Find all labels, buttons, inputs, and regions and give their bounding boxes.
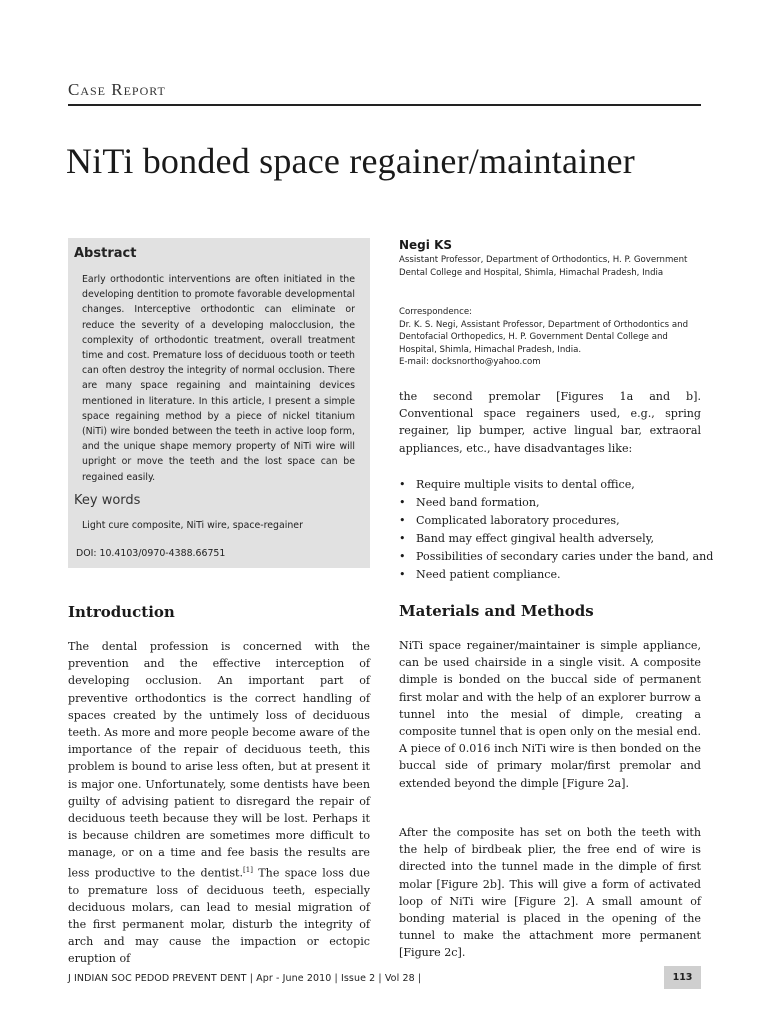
methods-paragraph-1: NiTi space regainer/maintainer is simple appliance, can be used chairside in a single visit. A composite dimple is bonded on the buccal side of permanent first molar and with the help of an explorer burrow a tunnel into the mesial of dimple, creating a composite tunnel that is open only on the mesial end. A piece of 0.016 inch NiTi wire is then bonded on the buccal side of primary molar/first premolar and extended beyond the dimple [Figure 2a]. [399, 639, 701, 790]
list-item: • Possibilities of secondary caries under the band, and [399, 548, 701, 566]
introduction-paragraph [68, 638, 370, 968]
page-number: 113 [664, 966, 701, 989]
doi-text: DOI: 10.4103/0970-4388.66751 [76, 548, 226, 559]
list-item: • Need patient compliance. [399, 566, 701, 584]
list-item: • Band may effect gingival health adversely, [399, 530, 701, 548]
article-title: NiTi bonded space regainer/maintainer [66, 141, 635, 181]
header-rule [68, 104, 701, 106]
reference-marker[interactable]: [1] [243, 865, 253, 874]
author-name: Negi KS [399, 238, 453, 252]
journal-footer: J INDIAN SOC PEDOD PREVENT DENT | Apr - June 2010 | Issue 2 | Vol 28 | [68, 973, 422, 984]
list-item: • Need band formation, [399, 494, 701, 512]
introduction-text-a: The dental profession is concerned with the prevention and the effective interception of developing occlusion. An important part of preventive orthodontics is the correct handling of spaces created by the untimely loss of deciduous teeth. As more and more people become aware of the importance of the repair of deciduous teeth, this problem is bound to arise less often, but at present it is major one. Unfortunately, some dentists have been guilty of advising patient to disregard the repair of deciduous teeth because they will be lost. Perhaps it is because children are sometimes more difficult to manage, or on a time and fee basis the results are less productive to the dentist. [68, 640, 370, 880]
correspondence-address: Dr. K. S. Negi, Assistant Professor, Department of Orthodontics and Dentofacial Orthopedics, H. P. Government Dental College and Hospital, Shimla, Himachal Pradesh, India. [399, 319, 689, 355]
introduction-text-b: The space loss due to premature loss of deciduous teeth, especially deciduous molars, can lead to mesial migration of the first permanent molar, disturb the integrity of arch and may cause the impaction or ectopic eruption of [68, 866, 370, 966]
methods-heading: Materials and Methods [399, 602, 594, 620]
introduction-heading: Introduction [68, 603, 175, 621]
continuation-paragraph: the second premolar [Figures 1a and b]. Conventional space regainers used, e.g., spring regainer, lip bumper, active lingual bar, extraoral appliances, etc., have disadvantages like: [399, 390, 701, 455]
abstract-text: Early orthodontic interventions are often initiated in the developing dentition to promote favorable developmental changes. Interceptive orthodontic can eliminate or reduce the severity of a developing malocclusion, the complexity of orthodontic treatment, overall treatment time and cost. Premature loss of deciduous tooth or teeth can often destroy the integrity of normal occlusion. There are many space regaining and maintaining devices mentioned in literature. In this article, I present a simple space regaining method by a piece of nickel titanium (NiTi) wire bonded between the teeth in active loop form, and the unique shape memory property of NiTi wire will upright or move the teeth and the lost space can be regained easily. [82, 274, 355, 483]
author-email[interactable]: E-mail: docksnortho@yahoo.com [399, 357, 541, 368]
correspondence-label: Correspondence: [399, 307, 473, 317]
author-affiliation: Assistant Professor, Department of Orthodontics, H. P. Government Dental College and Hospital, Shimla, Himachal Pradesh, India [399, 255, 688, 278]
section-label: Case Report [68, 80, 166, 99]
correspondence-block [399, 306, 699, 369]
methods-paragraph-2: After the composite has set on both the teeth with the help of birdbeak plier, the free end of wire is directed into the tunnel made in the dimple of first molar [Figure 2b]. This will give a form of activated loop of NiTi wire [Figure 2]. A small amount of bonding material is placed in the opening of the tunnel to make the attachment more permanent [Figure 2c]. [399, 826, 701, 960]
abstract-heading: Abstract [74, 246, 137, 261]
list-item: • Require multiple visits to dental office, [399, 476, 701, 494]
list-item: • Complicated laboratory procedures, [399, 512, 701, 530]
keywords-heading: Key words [74, 493, 141, 508]
disadvantages-list [399, 476, 714, 583]
keywords-text: Light cure composite, NiTi wire, space-regainer [82, 520, 303, 531]
